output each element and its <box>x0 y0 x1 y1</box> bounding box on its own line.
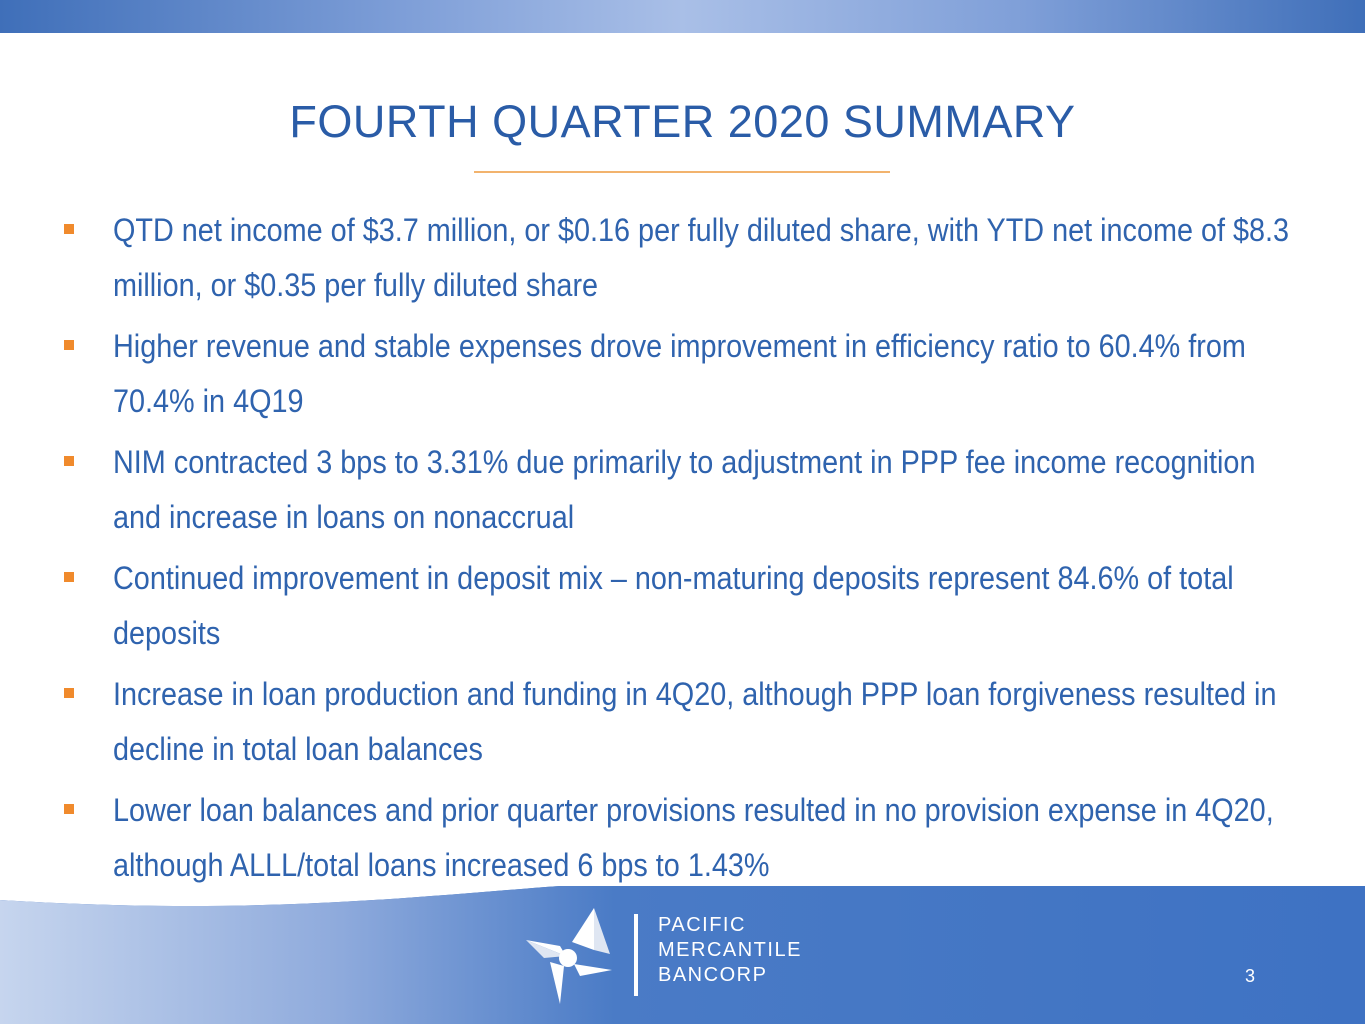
square-bullet-icon <box>64 340 74 350</box>
bullet-text: Lower loan balances and prior quarter provisions resulted in no provision expense in 4Q20, although ALLL/total loans increased 6 bps to 1.43% <box>113 792 1274 883</box>
title-underline <box>474 171 890 173</box>
bullet-item <box>0 319 1365 429</box>
bullet-list <box>0 203 1365 899</box>
company-logo-text <box>658 913 802 988</box>
bullet-item <box>0 435 1365 545</box>
pacific-mercantile-logo-icon <box>524 906 614 1006</box>
bullet-text: Continued improvement in deposit mix – non-maturing deposits represent 84.6% of total deposits <box>113 560 1234 651</box>
bullet-item <box>0 551 1365 661</box>
logo-line: PACIFIC <box>658 914 746 936</box>
bullet-text: NIM contracted 3 bps to 3.31% due primarily to adjustment in PPP fee income recognition and increase in loans on nonaccrual <box>113 444 1256 535</box>
square-bullet-icon <box>64 804 74 814</box>
bullet-text: Higher revenue and stable expenses drove improvement in efficiency ratio to 60.4% from 70.4% in 4Q19 <box>113 328 1246 419</box>
top-decorative-band <box>0 0 1365 33</box>
bullet-item <box>0 783 1365 893</box>
square-bullet-icon <box>64 688 74 698</box>
logo-line: MERCANTILE <box>658 939 802 961</box>
square-bullet-icon <box>64 572 74 582</box>
bullet-item <box>0 667 1365 777</box>
square-bullet-icon <box>64 224 74 234</box>
square-bullet-icon <box>64 456 74 466</box>
bullet-text: QTD net income of $3.7 million, or $0.16 per fully diluted share, with YTD net income of $8.3 million, or $0.35 per fully diluted share <box>113 212 1290 303</box>
logo-line: BANCORP <box>658 964 768 986</box>
page-number: 3 <box>1244 966 1255 986</box>
slide-title: FOURTH QUARTER 2020 SUMMARY <box>289 96 1076 147</box>
bullet-item <box>0 203 1365 313</box>
bullet-text: Increase in loan production and funding in 4Q20, although PPP loan forgiveness resulted in decline in total loan balances <box>113 676 1277 767</box>
logo-divider <box>634 914 638 996</box>
